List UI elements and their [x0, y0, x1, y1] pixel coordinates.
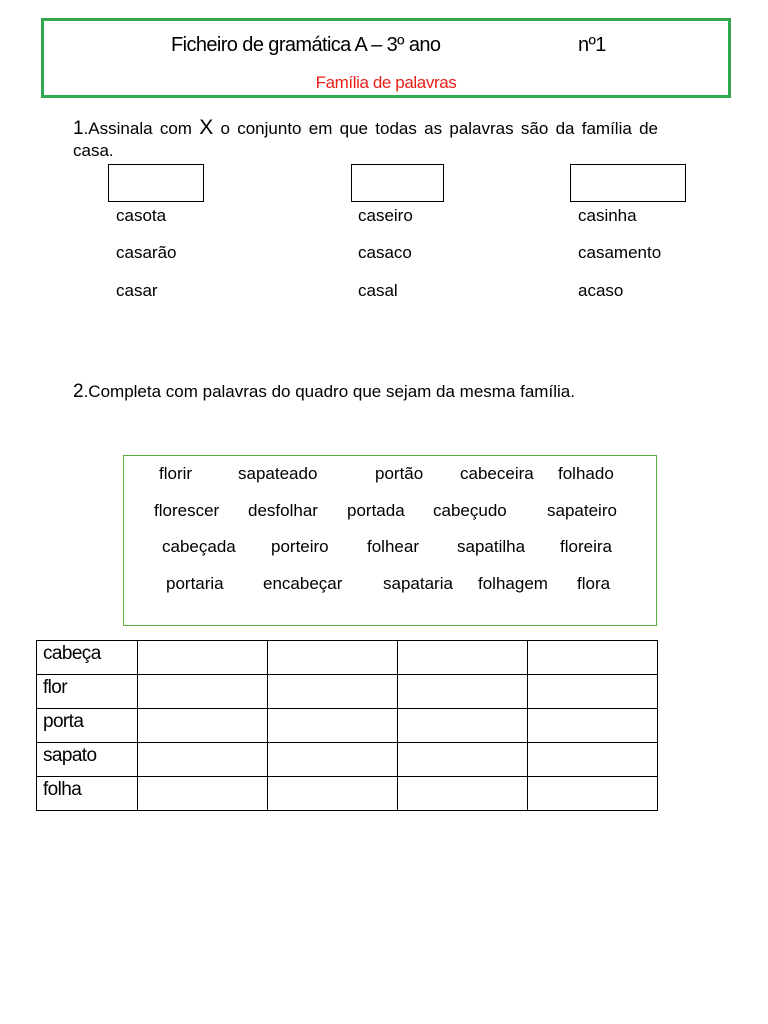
answer-cell[interactable]	[138, 641, 268, 675]
word-bank-word: florir	[159, 464, 193, 483]
word-bank-word: folhado	[558, 464, 614, 483]
question-1-text-before: .Assinala com	[83, 119, 200, 138]
option-3-word: acaso	[578, 281, 624, 300]
row-label: porta	[37, 709, 138, 743]
answer-cell[interactable]	[268, 641, 398, 675]
answer-cell[interactable]	[528, 709, 658, 743]
answer-cell[interactable]	[268, 743, 398, 777]
question-2-text: .Completa com palavras do quadro que sejam da mesma família.	[83, 382, 575, 401]
answer-cell[interactable]	[398, 641, 528, 675]
question-2-instruction	[73, 381, 575, 403]
option-1-word: casar	[116, 281, 158, 300]
word-bank-word: encabeçar	[263, 574, 343, 593]
option-1-word: casarão	[116, 243, 177, 262]
answer-cell[interactable]	[138, 777, 268, 811]
word-bank-word: cabeçada	[162, 537, 236, 556]
word-bank-word: sapateado	[238, 464, 318, 483]
word-bank-word: portão	[375, 464, 424, 483]
question-2-number: 2	[73, 381, 84, 402]
worksheet-subtitle: Família de palavras	[315, 73, 457, 92]
table-row	[37, 709, 658, 743]
word-bank-word: porteiro	[271, 537, 329, 556]
option-3-word: casinha	[578, 206, 637, 225]
option-1-word: casota	[116, 206, 167, 225]
table-row	[37, 777, 658, 811]
option-2-word: casal	[358, 281, 398, 300]
answer-cell[interactable]	[398, 777, 528, 811]
option-3-word: casamento	[578, 243, 662, 262]
answer-cell[interactable]	[268, 675, 398, 709]
word-bank-word: cabeceira	[460, 464, 534, 483]
answer-cell[interactable]	[138, 675, 268, 709]
word-bank-word: sapatilha	[457, 537, 526, 556]
word-bank-word: desfolhar	[248, 501, 318, 520]
header-box	[41, 18, 731, 98]
answer-cell[interactable]	[398, 675, 528, 709]
answer-cell[interactable]	[528, 675, 658, 709]
table-row	[37, 675, 658, 709]
word-bank-box	[123, 455, 657, 626]
word-bank-word: florescer	[154, 501, 220, 520]
worksheet-number: nº1	[578, 34, 606, 56]
question-1-text-after: o conjunto em que todas as palavras são da família de casa.	[73, 119, 658, 160]
word-bank-word: sapateiro	[547, 501, 617, 520]
row-label: cabeça	[37, 641, 138, 675]
answer-cell[interactable]	[528, 743, 658, 777]
answer-cell[interactable]	[268, 709, 398, 743]
question-1-instruction	[73, 117, 658, 162]
answer-cell[interactable]	[138, 743, 268, 777]
row-label: folha	[37, 777, 138, 811]
row-label: flor	[37, 675, 138, 709]
answer-cell[interactable]	[398, 743, 528, 777]
option-1-checkbox[interactable]	[108, 164, 204, 202]
word-bank-word: flora	[577, 574, 611, 593]
word-bank-word: floreira	[560, 537, 612, 556]
worksheet-title: Ficheiro de gramática A – 3º ano	[171, 34, 441, 56]
word-bank-word: cabeçudo	[433, 501, 507, 520]
option-2-word: casaco	[358, 243, 412, 262]
word-bank-word: sapataria	[383, 574, 453, 593]
word-bank-word: portaria	[166, 574, 224, 593]
option-2-checkbox[interactable]	[351, 164, 444, 202]
option-2-word: caseiro	[358, 206, 413, 225]
word-bank-word: folhear	[367, 537, 419, 556]
word-bank-word: folhagem	[478, 574, 548, 593]
answer-cell[interactable]	[138, 709, 268, 743]
question-1-number: 1	[73, 118, 84, 139]
question-1-mark: X	[199, 116, 214, 139]
row-label: sapato	[37, 743, 138, 777]
table-row	[37, 641, 658, 675]
answer-cell[interactable]	[528, 777, 658, 811]
option-3-checkbox[interactable]	[570, 164, 686, 202]
answer-cell[interactable]	[268, 777, 398, 811]
answer-cell[interactable]	[398, 709, 528, 743]
word-family-table	[36, 640, 658, 811]
answer-cell[interactable]	[528, 641, 658, 675]
word-bank-word: portada	[347, 501, 405, 520]
table-row	[37, 743, 658, 777]
